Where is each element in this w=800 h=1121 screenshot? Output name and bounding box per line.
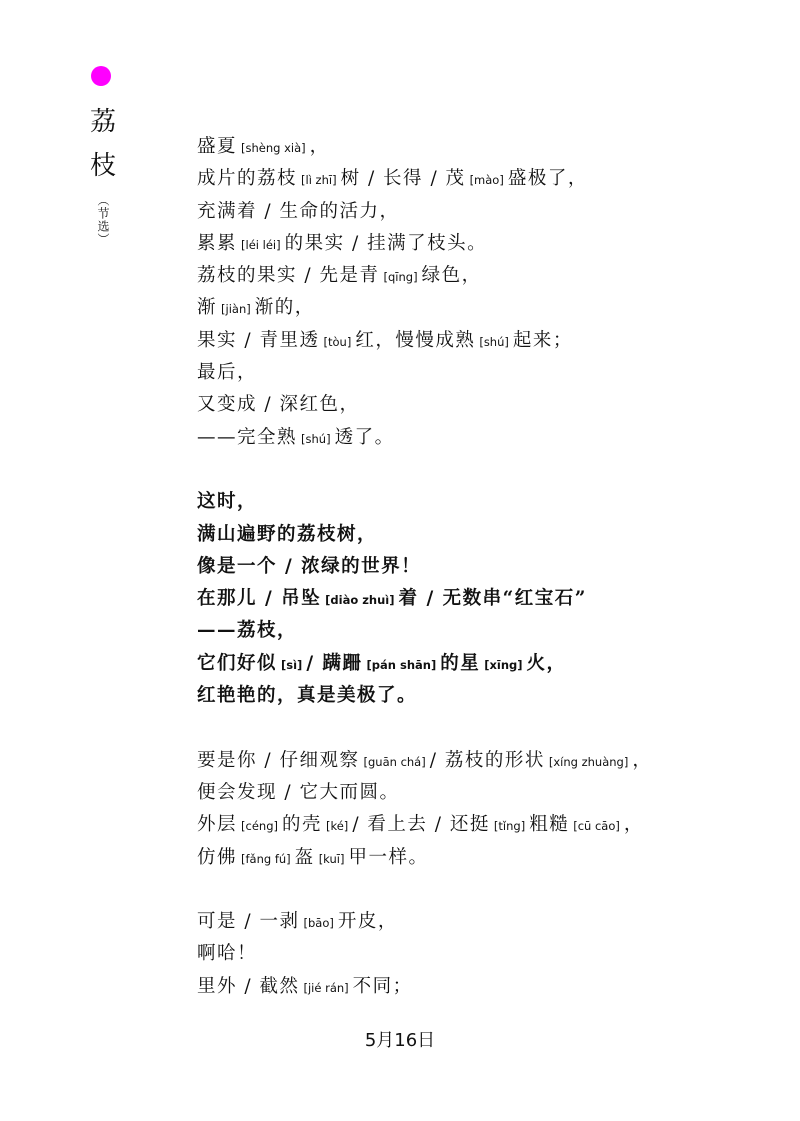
poem-line <box>197 809 757 841</box>
line-text: 红，慢慢成熟 <box>355 329 476 351</box>
stanza-3 <box>197 745 757 874</box>
line-text: ——完全熟 <box>197 426 298 448</box>
pinyin-annotation: [ké] <box>326 819 349 834</box>
poem-line <box>197 583 757 615</box>
line-text: 累累 <box>197 232 238 254</box>
line-text: / 荔枝的形状 <box>429 749 545 771</box>
line-text: 盛夏 <box>197 136 238 157</box>
line-text: 盔 <box>294 846 315 868</box>
pinyin-annotation: [tǐng] <box>493 819 526 834</box>
line-text: 甲一样。 <box>348 846 429 868</box>
line-text: 又变成 / 深红色， <box>197 394 360 416</box>
poem-line <box>197 906 757 938</box>
line-text: 这时， <box>197 491 258 513</box>
pinyin-annotation: [fǎng fú] <box>241 851 291 866</box>
line-text: 里外 / 截然 <box>197 975 300 997</box>
line-text: 充满着 / 生命的活力， <box>197 200 400 222</box>
pinyin-annotation: [shú] <box>479 334 509 349</box>
poem-body <box>197 131 757 1003</box>
poem-line <box>197 163 757 195</box>
poem-line <box>197 228 757 260</box>
line-text: 它们好似 <box>197 652 278 674</box>
line-text: 像是一个 / 浓绿的世界！ <box>197 555 422 577</box>
pinyin-annotation: [xíng zhuàng] <box>548 754 629 769</box>
line-text: 仿佛 <box>197 846 238 868</box>
line-text: 的壳 <box>281 814 322 836</box>
line-text: 不同； <box>352 975 413 997</box>
stanza-1 <box>197 131 757 454</box>
poem-line <box>197 260 757 292</box>
pinyin-annotation: [tòu] <box>323 334 352 349</box>
pinyin-annotation: [lì zhī] <box>301 173 337 188</box>
line-text: 盛极了， <box>507 168 588 190</box>
pinyin-annotation: [diào zhuì] <box>325 593 395 608</box>
poem-line <box>197 971 757 1003</box>
poem-line <box>197 680 757 712</box>
title-subtitle: （节选） <box>96 194 110 246</box>
line-text: 起来； <box>512 329 573 351</box>
poem-line <box>197 615 757 647</box>
line-text: 粗糙 <box>529 814 570 836</box>
pinyin-annotation: [léi léi] <box>241 237 281 252</box>
line-text: 开皮， <box>337 911 398 933</box>
poem-line <box>197 196 757 228</box>
line-text: 要是你 / 仔细观察 <box>197 749 360 771</box>
line-text: 绿色， <box>421 265 482 287</box>
pinyin-annotation: [guān chá] <box>363 754 426 769</box>
poem-line <box>197 842 757 874</box>
pinyin-annotation: [qīng] <box>383 270 418 285</box>
poem-line <box>197 777 757 809</box>
poem-line <box>197 389 757 421</box>
stanza-gap <box>197 712 757 744</box>
line-text: 火， <box>526 652 567 674</box>
pinyin-annotation: [pán shān] <box>366 657 437 672</box>
line-text: 荔枝的果实 / 先是青 <box>197 265 380 287</box>
line-text: 便会发现 / 它大而圆。 <box>197 781 400 803</box>
line-text: 可是 / 一剥 <box>197 911 300 933</box>
stanza-4 <box>197 906 757 1003</box>
poem-line <box>197 486 757 518</box>
line-text: / 蹒跚 <box>306 652 363 674</box>
line-text: 在那儿 / 吊坠 <box>197 588 322 610</box>
poem-line <box>197 422 757 454</box>
line-text: 啊哈！ <box>197 943 258 965</box>
stanza-2 <box>197 486 757 712</box>
pinyin-annotation: [xīng] <box>484 657 523 672</box>
line-text: 的果实 / 挂满了枝头。 <box>284 232 488 254</box>
pinyin-annotation: [jiàn] <box>221 302 251 317</box>
pinyin-annotation: [sì] <box>281 657 303 672</box>
poem-line <box>197 938 757 970</box>
line-text: 满山遍野的荔枝树， <box>197 523 378 545</box>
line-text: 的星 <box>440 652 481 674</box>
line-text: / 看上去 / 还挺 <box>352 814 490 836</box>
line-text: 透了。 <box>334 426 395 448</box>
pinyin-annotation: [jié rán] <box>303 980 349 995</box>
pinyin-annotation: [céng] <box>241 819 278 834</box>
line-text: 成片的荔枝 <box>197 168 298 190</box>
poem-line <box>197 519 757 551</box>
pinyin-annotation: [shú] <box>301 431 331 446</box>
poem-line <box>197 551 757 583</box>
pinyin-annotation: [cū cāo] <box>573 819 620 834</box>
line-text: ， <box>623 814 644 836</box>
poem-line <box>197 357 757 389</box>
title-char-1: 荔 <box>89 107 116 137</box>
pinyin-annotation: [shèng xià] <box>241 141 306 155</box>
poem-line <box>197 292 757 324</box>
pinyin-annotation: [bāo] <box>303 916 334 931</box>
line-text: 着 / 无数串“红宝石” <box>398 588 587 610</box>
pinyin-annotation: [mào] <box>469 173 504 188</box>
line-text: 渐 <box>197 297 218 319</box>
poem-title <box>88 100 118 246</box>
line-text: ， <box>632 749 653 771</box>
line-text: ——荔枝， <box>197 620 298 642</box>
page-date: 5月16日 <box>364 1030 436 1051</box>
poem-line <box>197 648 757 680</box>
title-char-2: 枝 <box>89 151 116 181</box>
line-text: 果实 / 青里透 <box>197 329 320 351</box>
accent-dot <box>91 66 111 86</box>
poem-line <box>197 131 757 163</box>
line-text: 渐的， <box>254 297 315 319</box>
poem-line <box>197 745 757 777</box>
pinyin-annotation: [kuī] <box>318 851 345 866</box>
line-text: 树 / 长得 / 茂 <box>340 168 466 190</box>
line-text: 外层 <box>197 814 238 836</box>
stanza-gap <box>197 874 757 906</box>
poem-line <box>197 325 757 357</box>
line-text: 最后， <box>197 362 258 384</box>
line-text: ， <box>309 136 330 157</box>
stanza-gap <box>197 454 757 486</box>
line-text: 红艳艳的，真是美极了。 <box>197 685 418 707</box>
